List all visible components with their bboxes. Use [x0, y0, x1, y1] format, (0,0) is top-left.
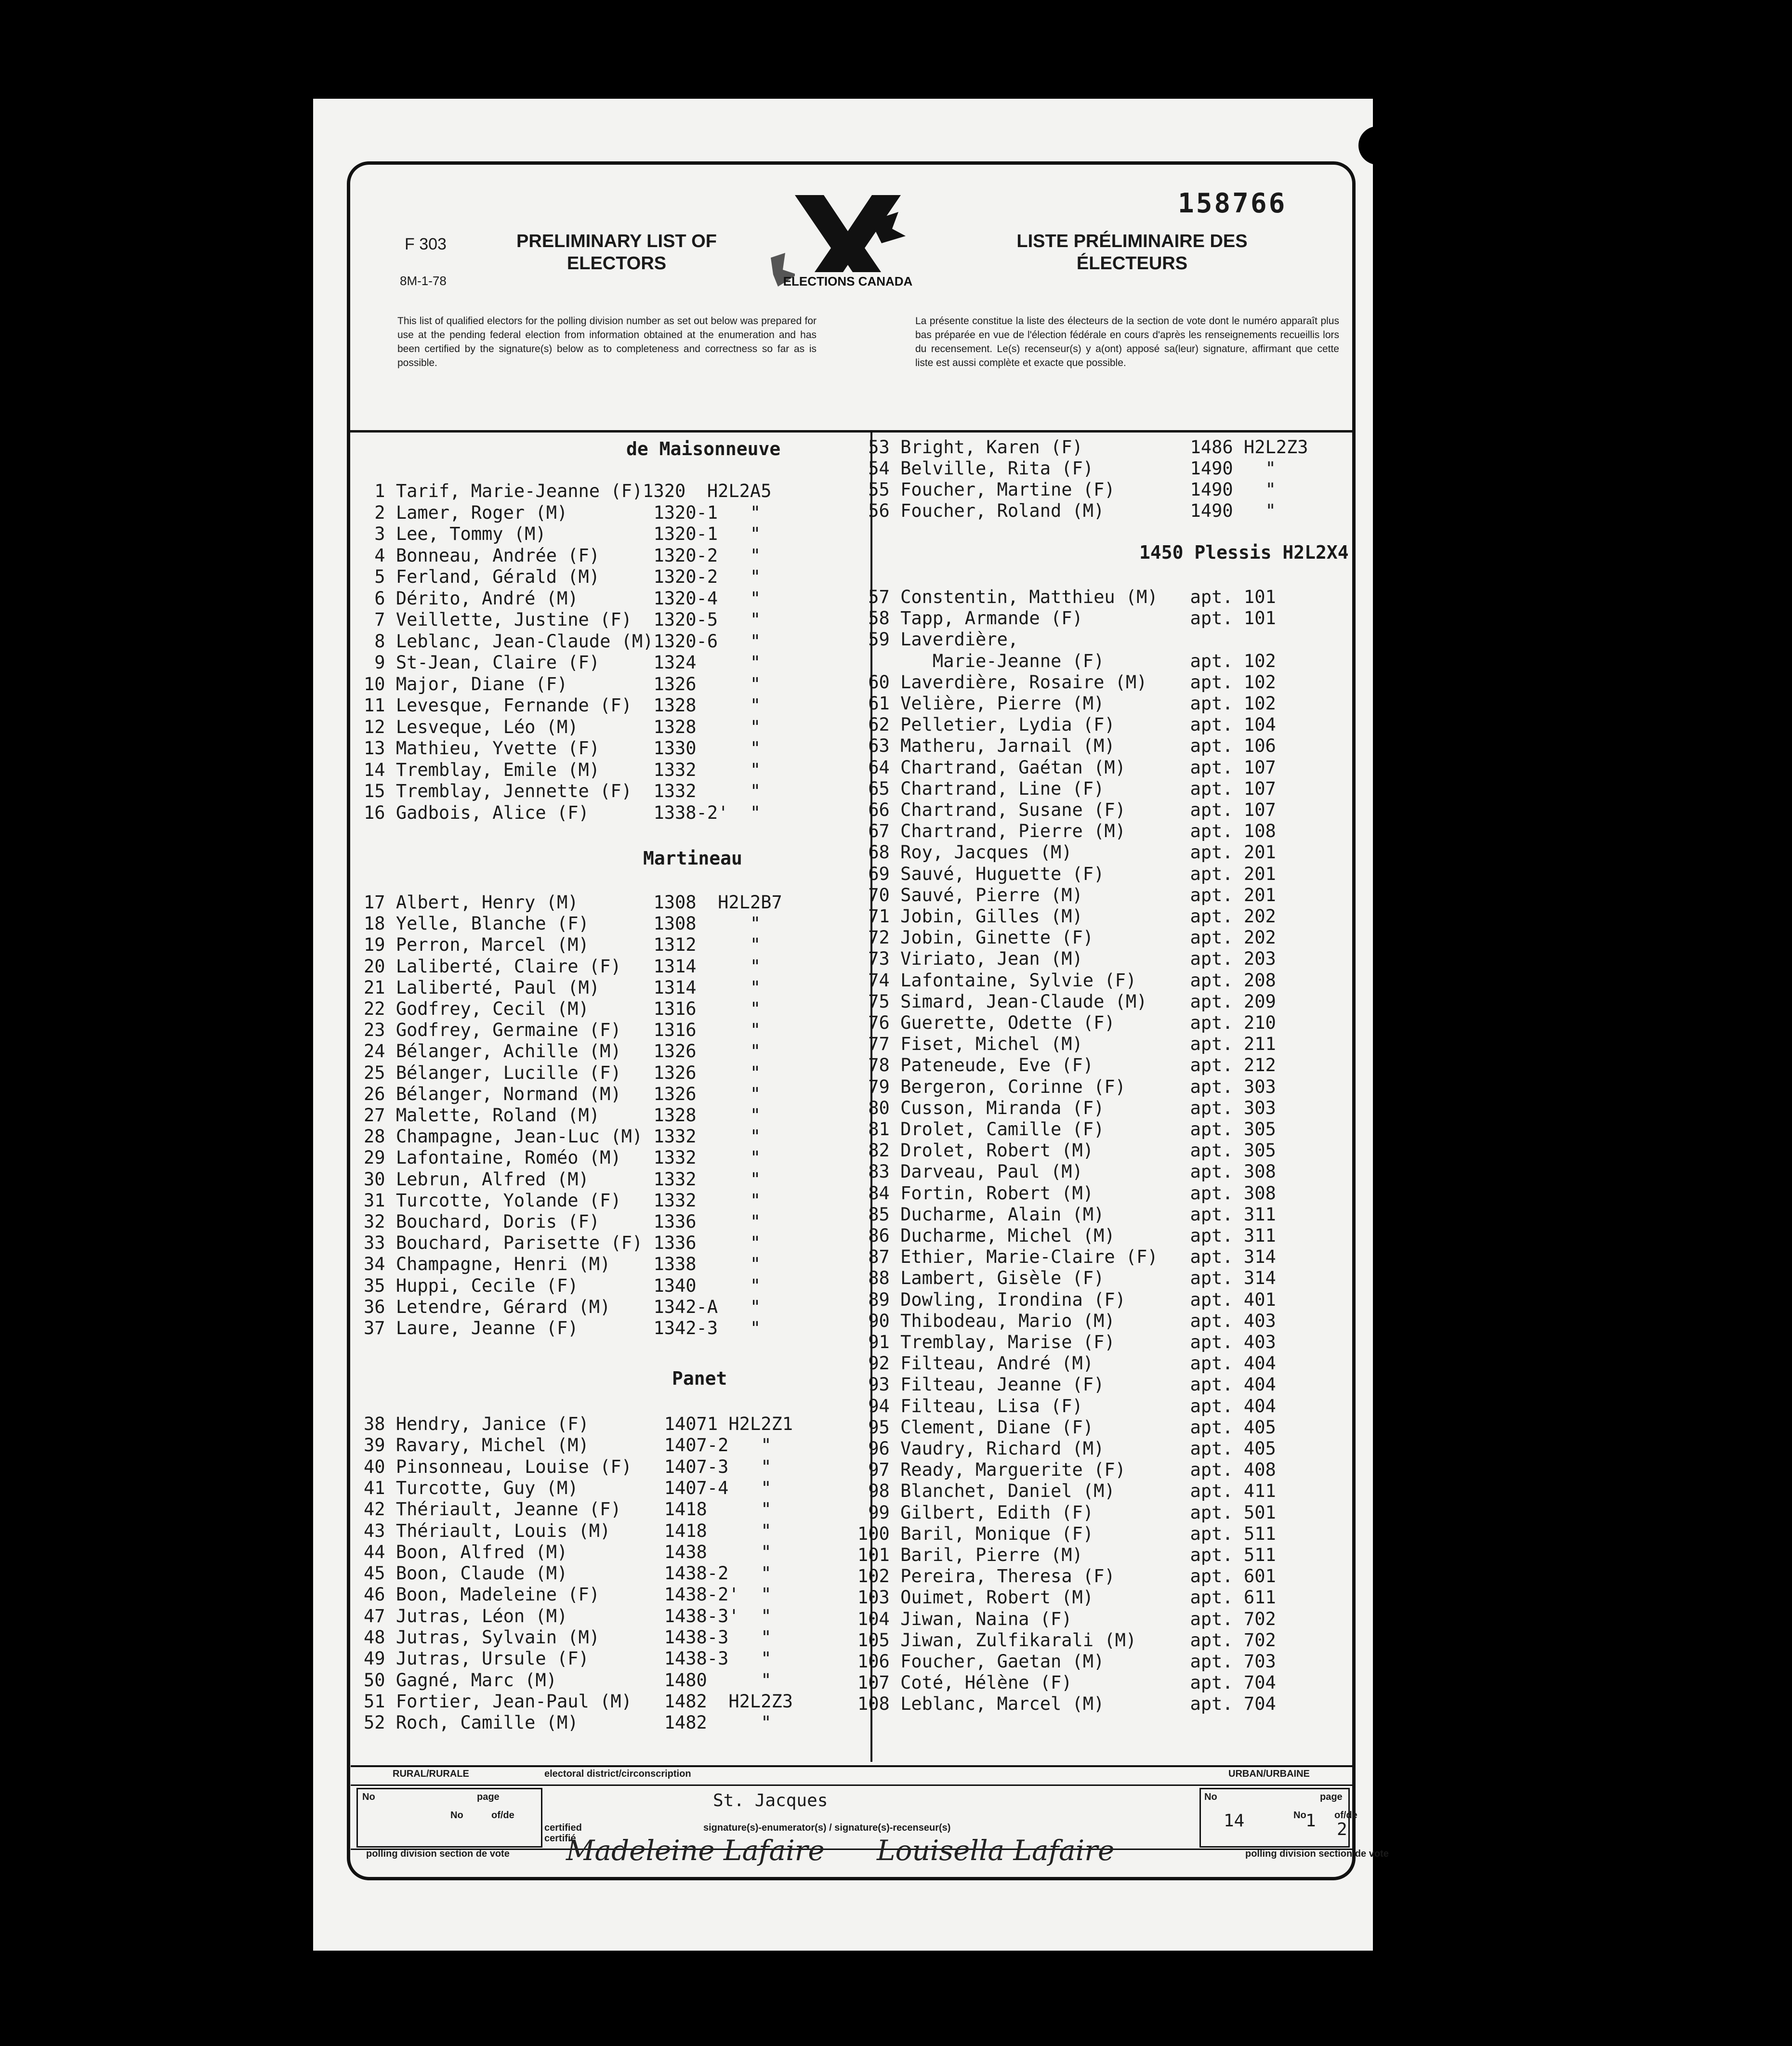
elector-line-left-26: 26 Bélanger, Normand (M) 1326 ": [364, 1083, 761, 1104]
elector-line-left-10: 10 Major, Diane (F) 1326 ": [364, 673, 761, 695]
urban-of-label: of/de: [1334, 1810, 1357, 1821]
elector-line-right-42: 93 Filteau, Jeanne (F) apt. 404: [857, 1374, 1276, 1395]
elector-line-left-40: 40 Pinsonneau, Louise (F) 1407-3 ": [364, 1456, 772, 1477]
elector-line-left-37: 37 Laure, Jeanne (F) 1342-3 ": [364, 1318, 761, 1338]
elector-line-right-40: 91 Tremblay, Marise (F) apt. 403: [857, 1332, 1276, 1352]
elector-line-left-34: 34 Champagne, Henri (M) 1338 ": [364, 1254, 761, 1275]
elector-line-right-43: 94 Filteau, Lisa (F) apt. 404: [857, 1395, 1276, 1416]
street-maisonneuve: de Maisonneuve: [626, 438, 781, 459]
elector-line-left-1: 1 Tarif, Marie-Jeanne (F)1320 H2L2A5: [364, 481, 772, 501]
elector-line-right-16: 67 Chartrand, Pierre (M) apt. 108: [857, 821, 1276, 842]
signature-enumerator-2: Louisella Lafaire: [877, 1834, 1115, 1867]
elector-line-left-50: 50 Gagné, Marc (M) 1480 ": [364, 1669, 772, 1691]
elector-line-left-25: 25 Bélanger, Lucille (F) 1326 ": [364, 1062, 761, 1083]
elector-line-right-12: 63 Matheru, Jarnail (M) apt. 106: [857, 735, 1276, 757]
elector-line-right-15: 66 Chartrand, Susane (F) apt. 107: [857, 800, 1276, 820]
elector-line-right-20: 71 Jobin, Gilles (M) apt. 202: [857, 906, 1276, 927]
rural-label: RURAL/RURALE: [393, 1769, 469, 1779]
intro-french: La présente constitue la liste des électeurs de la section de vote dont le numéro apparaît plus bas préparée en vue de l'élection fédérale en cours d'après les renseignements recueillis lors du recensement. Le(s) recenseur(s) y a(ont) apposé sa(leur) signature, affirmant que cette liste est aussi complète et exacte que possible.: [915, 315, 1339, 368]
district-label: electoral district/circonscription: [544, 1769, 691, 1779]
street-panet: Panet: [672, 1368, 727, 1389]
elector-line-left-43: 43 Thériault, Louis (M) 1418 ": [364, 1520, 772, 1541]
elector-line-right-37: 88 Lambert, Gisèle (F) apt. 314: [857, 1268, 1276, 1289]
elector-line-left-19: 19 Perron, Marcel (M) 1312 ": [364, 934, 761, 956]
elector-line-right-55: 106 Foucher, Gaetan (M) apt. 703: [857, 1651, 1276, 1672]
urban-page-label: page: [1320, 1792, 1343, 1802]
urban-page-value: 1: [1305, 1811, 1316, 1831]
elector-line-left-17: 17 Albert, Henry (M) 1308 H2L2B7: [364, 892, 782, 913]
urban-polling-label: polling division section de vote: [1245, 1849, 1389, 1859]
elector-line-right-49: 100 Baril, Monique (F) apt. 511: [857, 1523, 1276, 1544]
elector-line-left-13: 13 Mathieu, Yvette (F) 1330 ": [364, 738, 761, 759]
elector-line-right-8: Marie-Jeanne (F) apt. 102: [857, 650, 1276, 671]
elector-line-left-35: 35 Huppi, Cecile (F) 1340 ": [364, 1275, 761, 1296]
elector-line-left-23: 23 Godfrey, Germaine (F) 1316 ": [364, 1020, 761, 1041]
elector-line-right-34: 85 Ducharme, Alain (M) apt. 311: [857, 1204, 1276, 1225]
elector-line-left-49: 49 Jutras, Ursule (F) 1438-3 ": [364, 1648, 772, 1669]
elector-line-left-5: 5 Ferland, Gérald (M) 1320-2 ": [364, 566, 761, 587]
rural-sub-no-label: No: [450, 1810, 463, 1821]
elector-line-left-21: 21 Laliberté, Paul (M) 1314 ": [364, 977, 761, 998]
rural-polling-label: polling division section de vote: [366, 1849, 510, 1859]
form-number: F 303: [405, 235, 447, 253]
urban-no-value: 14: [1224, 1811, 1245, 1831]
elector-line-left-51: 51 Fortier, Jean-Paul (M) 1482 H2L2Z3: [364, 1691, 793, 1712]
elector-line-left-33: 33 Bouchard, Parisette (F) 1336 ": [364, 1233, 761, 1254]
elector-line-right-25: 76 Guerette, Odette (F) apt. 210: [857, 1012, 1276, 1033]
elector-line-right-26: 77 Fiset, Michel (M) apt. 211: [857, 1034, 1276, 1055]
certified-label: certified certifié: [544, 1823, 582, 1844]
elector-line-right-4: 56 Foucher, Roland (M) 1490 ": [857, 500, 1276, 521]
urban-label: URBAN/URBAINE: [1228, 1769, 1310, 1779]
intro-english: This list of qualified electors for the polling division number as set out below was prepared for use at the pending federal election from information obtained at the enumeration and has been certified by the signature(s) below as to completeness and correctness so far as is possible.: [397, 315, 817, 368]
elector-line-left-47: 47 Jutras, Léon (M) 1438-3' ": [364, 1605, 772, 1626]
elector-line-right-17: 68 Roy, Jacques (M) apt. 201: [857, 842, 1276, 863]
header-divider: [347, 430, 1356, 433]
rural-box: [356, 1788, 542, 1848]
elector-line-right-2: 54 Belville, Rita (F) 1490 ": [857, 458, 1276, 479]
elector-line-right-7: 59 Laverdière,: [857, 629, 1019, 650]
elector-line-right-28: 79 Bergeron, Corinne (F) apt. 303: [857, 1076, 1276, 1097]
street-plessis: 1450 Plessis H2L2X4: [1139, 542, 1349, 563]
elector-line-right-18: 69 Sauvé, Huguette (F) apt. 201: [857, 863, 1276, 884]
elector-line-right-44: 95 Clement, Diane (F) apt. 405: [857, 1416, 1276, 1438]
elector-line-left-27: 27 Malette, Roland (M) 1328 ": [364, 1105, 761, 1126]
elector-line-right-45: 96 Vaudry, Richard (M) apt. 405: [857, 1438, 1276, 1459]
elector-line-right-41: 92 Filteau, André (M) apt. 404: [857, 1353, 1276, 1374]
elector-line-left-38: 38 Hendry, Janice (F) 14071 H2L2Z1: [364, 1414, 793, 1434]
elector-line-right-1: 53 Bright, Karen (F) 1486 H2L2Z3: [857, 437, 1308, 458]
elector-line-right-5: 57 Constentin, Matthieu (M) apt. 101: [857, 587, 1276, 607]
elector-line-left-14: 14 Tremblay, Emile (M) 1332 ": [364, 759, 761, 780]
district-value: St. Jacques: [713, 1791, 828, 1810]
elector-line-right-23: 74 Lafontaine, Sylvie (F) apt. 208: [857, 970, 1276, 991]
rural-no-label: No: [362, 1792, 375, 1802]
elector-line-right-48: 99 Gilbert, Edith (F) apt. 501: [857, 1502, 1276, 1523]
elector-line-left-30: 30 Lebrun, Alfred (M) 1332 ": [364, 1168, 761, 1190]
logo-text: ELECTIONS CANADA: [783, 274, 913, 289]
signature-label: signature(s)-enumerator(s) / signature(s)-recenseur(s): [703, 1823, 951, 1833]
elector-line-right-30: 81 Drolet, Camille (F) apt. 305: [857, 1119, 1276, 1140]
elector-line-right-11: 62 Pelletier, Lydia (F) apt. 104: [857, 714, 1276, 735]
title-english: PRELIMINARY LIST OF ELECTORS: [516, 231, 717, 274]
elector-line-right-53: 104 Jiwan, Naina (F) apt. 702: [857, 1608, 1276, 1629]
elector-line-right-50: 101 Baril, Pierre (M) apt. 511: [857, 1545, 1276, 1565]
elector-line-left-22: 22 Godfrey, Cecil (M) 1316 ": [364, 998, 761, 1019]
elector-line-right-31: 82 Drolet, Robert (M) apt. 305: [857, 1140, 1276, 1161]
elector-line-left-20: 20 Laliberté, Claire (F) 1314 ": [364, 956, 761, 977]
elector-line-right-14: 65 Chartrand, Line (F) apt. 107: [857, 778, 1276, 799]
urban-sub-no-label: No: [1293, 1810, 1306, 1821]
elector-line-left-2: 2 Lamer, Roger (M) 1320-1 ": [364, 502, 761, 523]
elector-line-right-21: 72 Jobin, Ginette (F) apt. 202: [857, 927, 1276, 948]
elector-line-right-10: 61 Velière, Pierre (M) apt. 102: [857, 693, 1276, 714]
elector-line-right-57: 108 Leblanc, Marcel (M) apt. 704: [857, 1693, 1276, 1715]
elector-line-left-45: 45 Boon, Claude (M) 1438-2 ": [364, 1563, 772, 1584]
title-french: LISTE PRÉLIMINAIRE DES ÉLECTEURS: [1016, 231, 1248, 274]
elector-line-right-39: 90 Thibodeau, Mario (M) apt. 403: [857, 1310, 1276, 1331]
elector-line-right-29: 80 Cusson, Miranda (F) apt. 303: [857, 1097, 1276, 1118]
elector-line-right-46: 97 Ready, Marguerite (F) apt. 408: [857, 1459, 1276, 1481]
elector-line-left-12: 12 Lesveque, Léo (M) 1328 ": [364, 716, 761, 737]
rural-page-label: page: [477, 1792, 500, 1802]
elector-line-right-22: 73 Viriato, Jean (M) apt. 203: [857, 948, 1276, 970]
elector-line-right-13: 64 Chartrand, Gaétan (M) apt. 107: [857, 757, 1276, 778]
urban-of-value: 2: [1337, 1820, 1347, 1839]
elector-line-right-9: 60 Laverdière, Rosaire (M) apt. 102: [857, 671, 1276, 693]
signature-enumerator-1: Madeleine Lafaire: [566, 1834, 825, 1867]
elector-line-left-36: 36 Letendre, Gérard (M) 1342-A ": [364, 1296, 761, 1317]
elector-line-right-27: 78 Pateneude, Eve (F) apt. 212: [857, 1055, 1276, 1076]
elector-line-right-52: 103 Ouimet, Robert (M) apt. 611: [857, 1587, 1276, 1608]
elector-line-left-4: 4 Bonneau, Andrée (F) 1320-2 ": [364, 545, 761, 566]
elector-line-left-8: 8 Leblanc, Jean-Claude (M)1320-6 ": [364, 630, 761, 652]
serial-number: 158766: [1178, 188, 1287, 219]
elector-line-left-29: 29 Lafontaine, Roméo (M) 1332 ": [364, 1147, 761, 1168]
elector-line-left-39: 39 Ravary, Michel (M) 1407-2 ": [364, 1435, 772, 1456]
elector-line-right-19: 70 Sauvé, Pierre (M) apt. 201: [857, 884, 1276, 905]
footer-top-line: [351, 1765, 1353, 1767]
elector-line-right-51: 102 Pereira, Theresa (F) apt. 601: [857, 1566, 1276, 1587]
elector-line-left-3: 3 Lee, Tommy (M) 1320-1 ": [364, 524, 761, 544]
elector-line-left-6: 6 Dérito, André (M) 1320-4 ": [364, 588, 761, 609]
punch-hole: [1358, 126, 1397, 165]
elections-canada-logo-icon: [761, 190, 935, 306]
form-date: 8M-1-78: [400, 274, 447, 288]
elector-line-right-3: 55 Foucher, Martine (F) 1490 ": [857, 479, 1276, 500]
elector-line-left-15: 15 Tremblay, Jennette (F) 1332 ": [364, 781, 761, 801]
footer-mid-line: [351, 1784, 1353, 1786]
elector-line-left-24: 24 Bélanger, Achille (M) 1326 ": [364, 1041, 761, 1062]
elector-line-left-18: 18 Yelle, Blanche (F) 1308 ": [364, 913, 761, 934]
elector-line-left-32: 32 Bouchard, Doris (F) 1336 ": [364, 1211, 761, 1232]
elector-line-right-38: 89 Dowling, Irondina (F) apt. 401: [857, 1289, 1276, 1310]
elector-line-left-41: 41 Turcotte, Guy (M) 1407-4 ": [364, 1477, 772, 1498]
elector-line-left-7: 7 Veillette, Justine (F) 1320-5 ": [364, 609, 761, 630]
elector-line-right-32: 83 Darveau, Paul (M) apt. 308: [857, 1161, 1276, 1182]
elector-line-left-46: 46 Boon, Madeleine (F) 1438-2' ": [364, 1584, 772, 1605]
elector-line-left-11: 11 Levesque, Fernande (F) 1328 ": [364, 695, 761, 716]
elector-line-left-28: 28 Champagne, Jean-Luc (M) 1332 ": [364, 1126, 761, 1147]
elector-line-left-42: 42 Thériault, Jeanne (F) 1418 ": [364, 1499, 772, 1520]
elector-line-left-16: 16 Gadbois, Alice (F) 1338-2' ": [364, 802, 761, 823]
elector-line-right-54: 105 Jiwan, Zulfikarali (M) apt. 702: [857, 1629, 1276, 1651]
street-martineau: Martineau: [643, 848, 742, 869]
elector-line-left-52: 52 Roch, Camille (M) 1482 ": [364, 1712, 772, 1733]
elector-line-right-47: 98 Blanchet, Daniel (M) apt. 411: [857, 1481, 1276, 1502]
elector-line-right-24: 75 Simard, Jean-Claude (M) apt. 209: [857, 991, 1276, 1012]
elector-line-right-56: 107 Coté, Hélène (F) apt. 704: [857, 1672, 1276, 1693]
elector-line-left-9: 9 St-Jean, Claire (F) 1324 ": [364, 652, 761, 673]
elector-line-right-35: 86 Ducharme, Michel (M) apt. 311: [857, 1225, 1276, 1246]
elector-line-left-44: 44 Boon, Alfred (M) 1438 ": [364, 1541, 772, 1562]
elector-line-right-36: 87 Ethier, Marie-Claire (F) apt. 314: [857, 1246, 1276, 1268]
rural-of-label: of/de: [491, 1810, 514, 1821]
urban-no-label: No: [1204, 1792, 1217, 1802]
elector-line-left-31: 31 Turcotte, Yolande (F) 1332 ": [364, 1190, 761, 1211]
elector-line-right-6: 58 Tapp, Armande (F) apt. 101: [857, 608, 1276, 629]
elector-line-right-33: 84 Fortin, Robert (M) apt. 308: [857, 1182, 1276, 1204]
elector-line-left-48: 48 Jutras, Sylvain (M) 1438-3 ": [364, 1627, 772, 1648]
